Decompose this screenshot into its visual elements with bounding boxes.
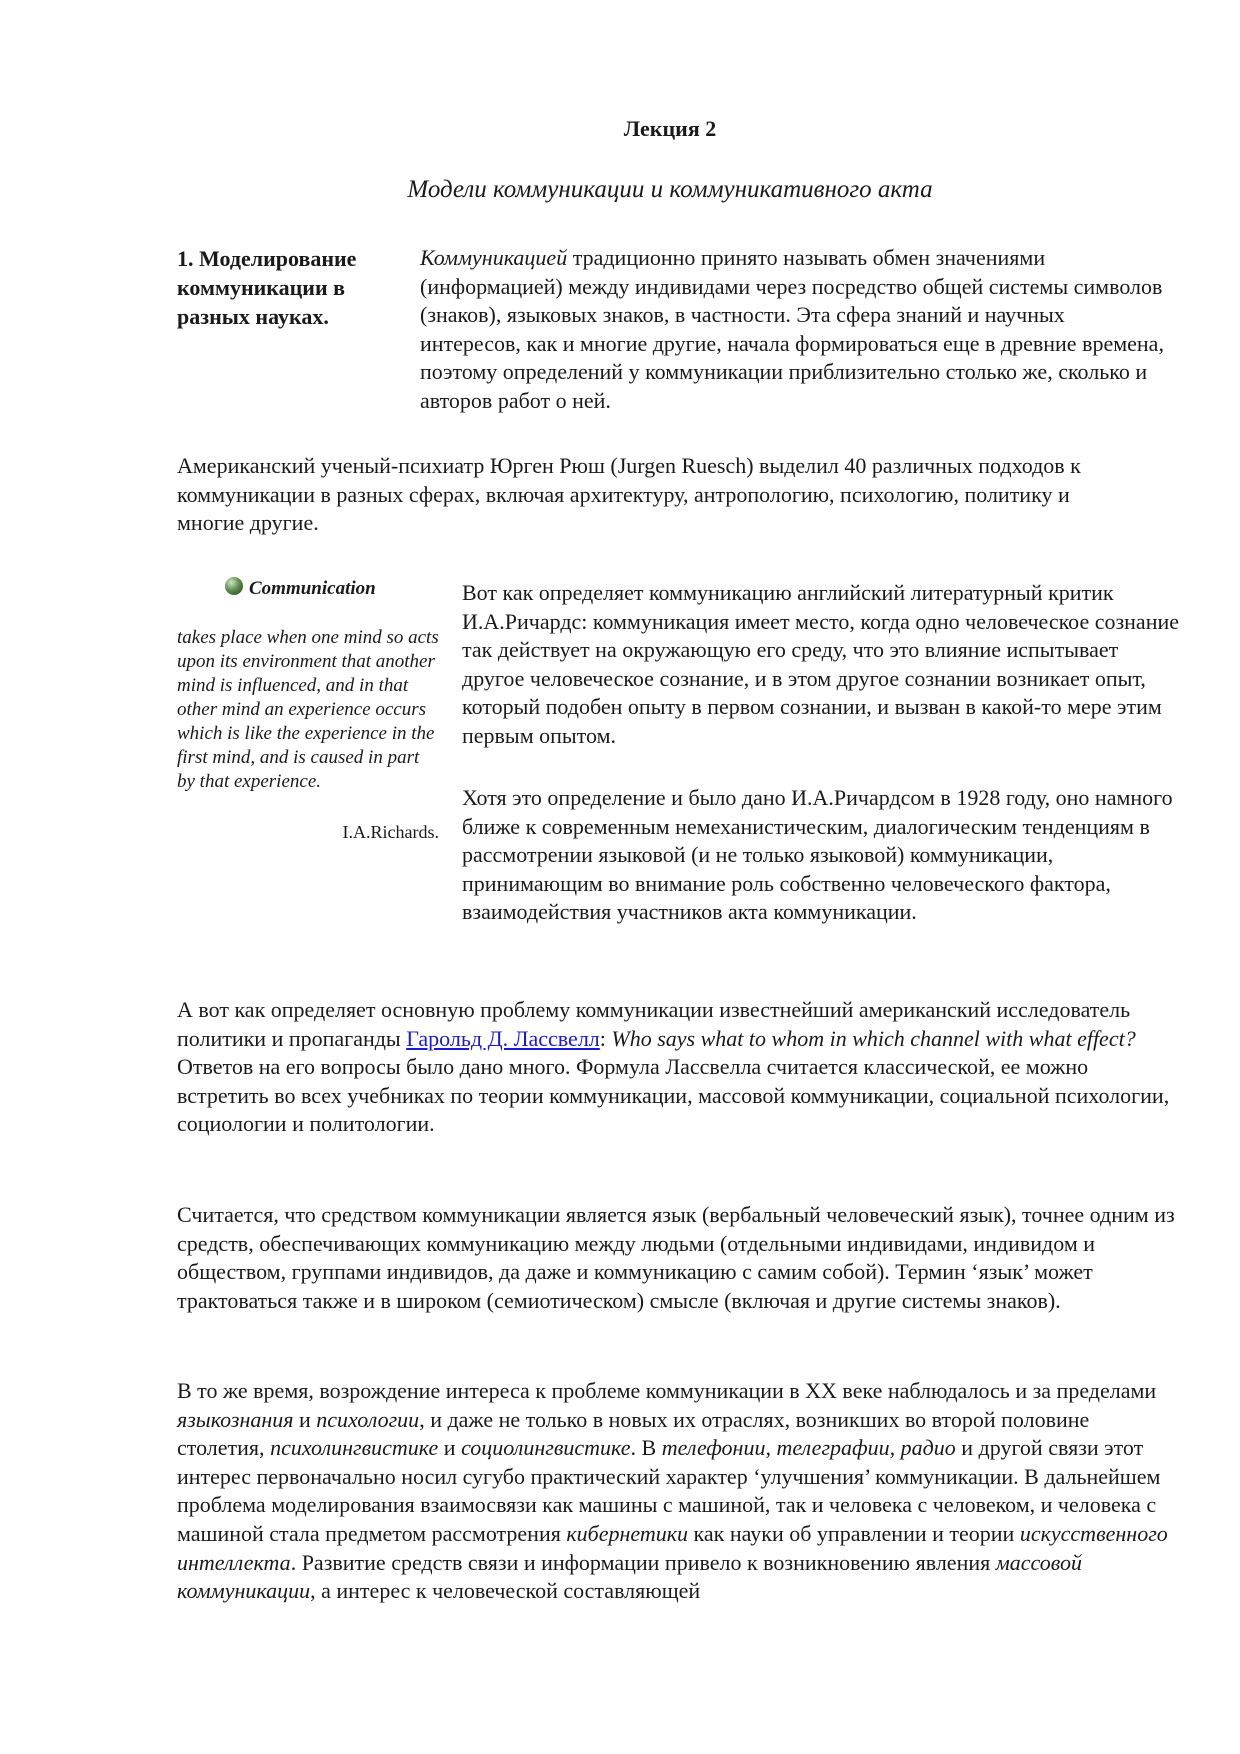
richards-note-paragraph: Хотя это определение и было дано И.А.Ричардсом в 1928 году, оно намного ближе к современным немеханистическим, диалогическим тенденциям в рассмотрении языковой (и не только языковой) коммуникации, принимающим во внимание роль собственно человеческого фактора, взаимодействия участников акта коммуникации. [462, 785, 1173, 925]
revival-term: кибернетики [566, 1520, 689, 1546]
quote-text: takes place when one mind so acts upon its environment that another mind is influenced, and in that other mind an experience occurs which is like the experience in the first mind, and is caused in part by that experience. [177, 627, 439, 792]
revival-term: массовой коммуникации [177, 1549, 1083, 1604]
revival-term: искусственного интеллекта [177, 1520, 1168, 1575]
quote-heading-text: Communication [249, 578, 376, 599]
green-ball-bullet-icon [225, 577, 243, 595]
lasswell-link[interactable]: Гарольд Д. Лассвелл [406, 1025, 600, 1051]
revival-text: , и даже не только в новых их отраслях, возникших во второй половине столетия, [177, 1406, 1090, 1461]
quote-author: I.A.Richards. [342, 822, 439, 842]
revival-term: социолингвистике [461, 1435, 631, 1461]
intro-text: традиционно принято называть обмен значениями (информацией) между индивидами через посредство общей системы символов (знаков), языковых знаков, в частности. Эта сфера знаний и научных интересов, как и многие другие, начала формироваться еще в древние времена, поэтому определений у коммуникации приблизительно столько же, сколько и авторов работ о ней. [420, 245, 1164, 413]
revival-text: . В [630, 1435, 662, 1461]
revival-term: телефонии, телеграфии, радио [661, 1435, 956, 1461]
revival-paragraph [177, 1377, 1177, 1606]
revival-text: и другой связи этот интерес первоначально носил сугубо практический характер ‘улучшения’ коммуникации. В дальнейшем проблема моделирования взаимосвязи как машины с машиной, так и человека с человеком, и человека с машиной стала предметом рассмотрения [177, 1435, 1161, 1546]
intro-term: Коммуникацией [420, 245, 568, 270]
lasswell-text-start: А вот как определяет основную проблему коммуникации известнейший американский исследователь политики и пропаганды [177, 997, 1131, 1051]
revival-text: . Развитие средств связи и информации привело к возникновению явления [290, 1549, 996, 1575]
revival-term: языкознания [177, 1406, 294, 1432]
richards-definition-paragraph: Вот как определяет коммуникацию английский литературный критик И.А.Ричардс: коммуникация имеет место, когда одно человеческое сознание так действует на окружающую его среду, что это влияние испытывает другое человеческое сознание, и в этом другое сознании возникает опыт, который подобен опыту в первом сознании, и вызван в какой-то мере этим первым опытом. [462, 580, 1180, 748]
revival-text: В то же время, возрождение интереса к проблеме коммуникации в XX веке наблюдалось и за пределами [177, 1378, 1157, 1403]
rusch-paragraph: Американский ученый-психиатр Юрген Рюш (Jurgen Ruesch) выделил 40 различных подходов к коммуникации в разных сферах, включая архитектуру, антропологию, психологию, политику и многие другие. [177, 453, 1081, 536]
revival-term: психологии [316, 1406, 420, 1432]
revival-text: , а интерес к человеческой составляющей [310, 1578, 701, 1604]
lecture-subtitle: Модели коммуникации и коммуникативного акта [407, 176, 933, 203]
revival-text: и [293, 1406, 317, 1432]
lasswell-paragraph [177, 996, 1177, 1139]
intro-paragraph [420, 244, 1170, 416]
revival-text: как науки об управлении и теории [688, 1520, 1020, 1546]
revival-text: и [438, 1435, 462, 1461]
lasswell-text-end: Ответов на его вопросы было дано много. Формула Лассвелла считается классической, ее можно встретить во всех учебниках по теории коммуникации, массовой коммуникации, социальной психологии, социологии и политологии. [177, 1054, 1170, 1137]
lecture-title: Лекция 2 [623, 116, 717, 141]
language-paragraph: Считается, что средством коммуникации является язык (вербальный человеческий язык), точнее одним из средств, обеспечивающих коммуникацию между людьми (отдельными индивидами, индивидом и обществом, группами индивидов, да даже и коммуникацию с самим собой). Термин ‘язык’ может трактоваться также и в широком (семиотическом) смысле (включая и другие системы знаков). [177, 1202, 1175, 1313]
quote-heading [225, 578, 442, 600]
section-heading: 1. Моделирование коммуникации в разных науках. [177, 246, 357, 329]
lasswell-colon: : [599, 1025, 612, 1051]
revival-term: психолингвистике [270, 1435, 439, 1461]
richards-quote-box [177, 578, 442, 843]
lasswell-formula: Who says what to whom in which channel with what effect? [611, 1025, 1136, 1051]
